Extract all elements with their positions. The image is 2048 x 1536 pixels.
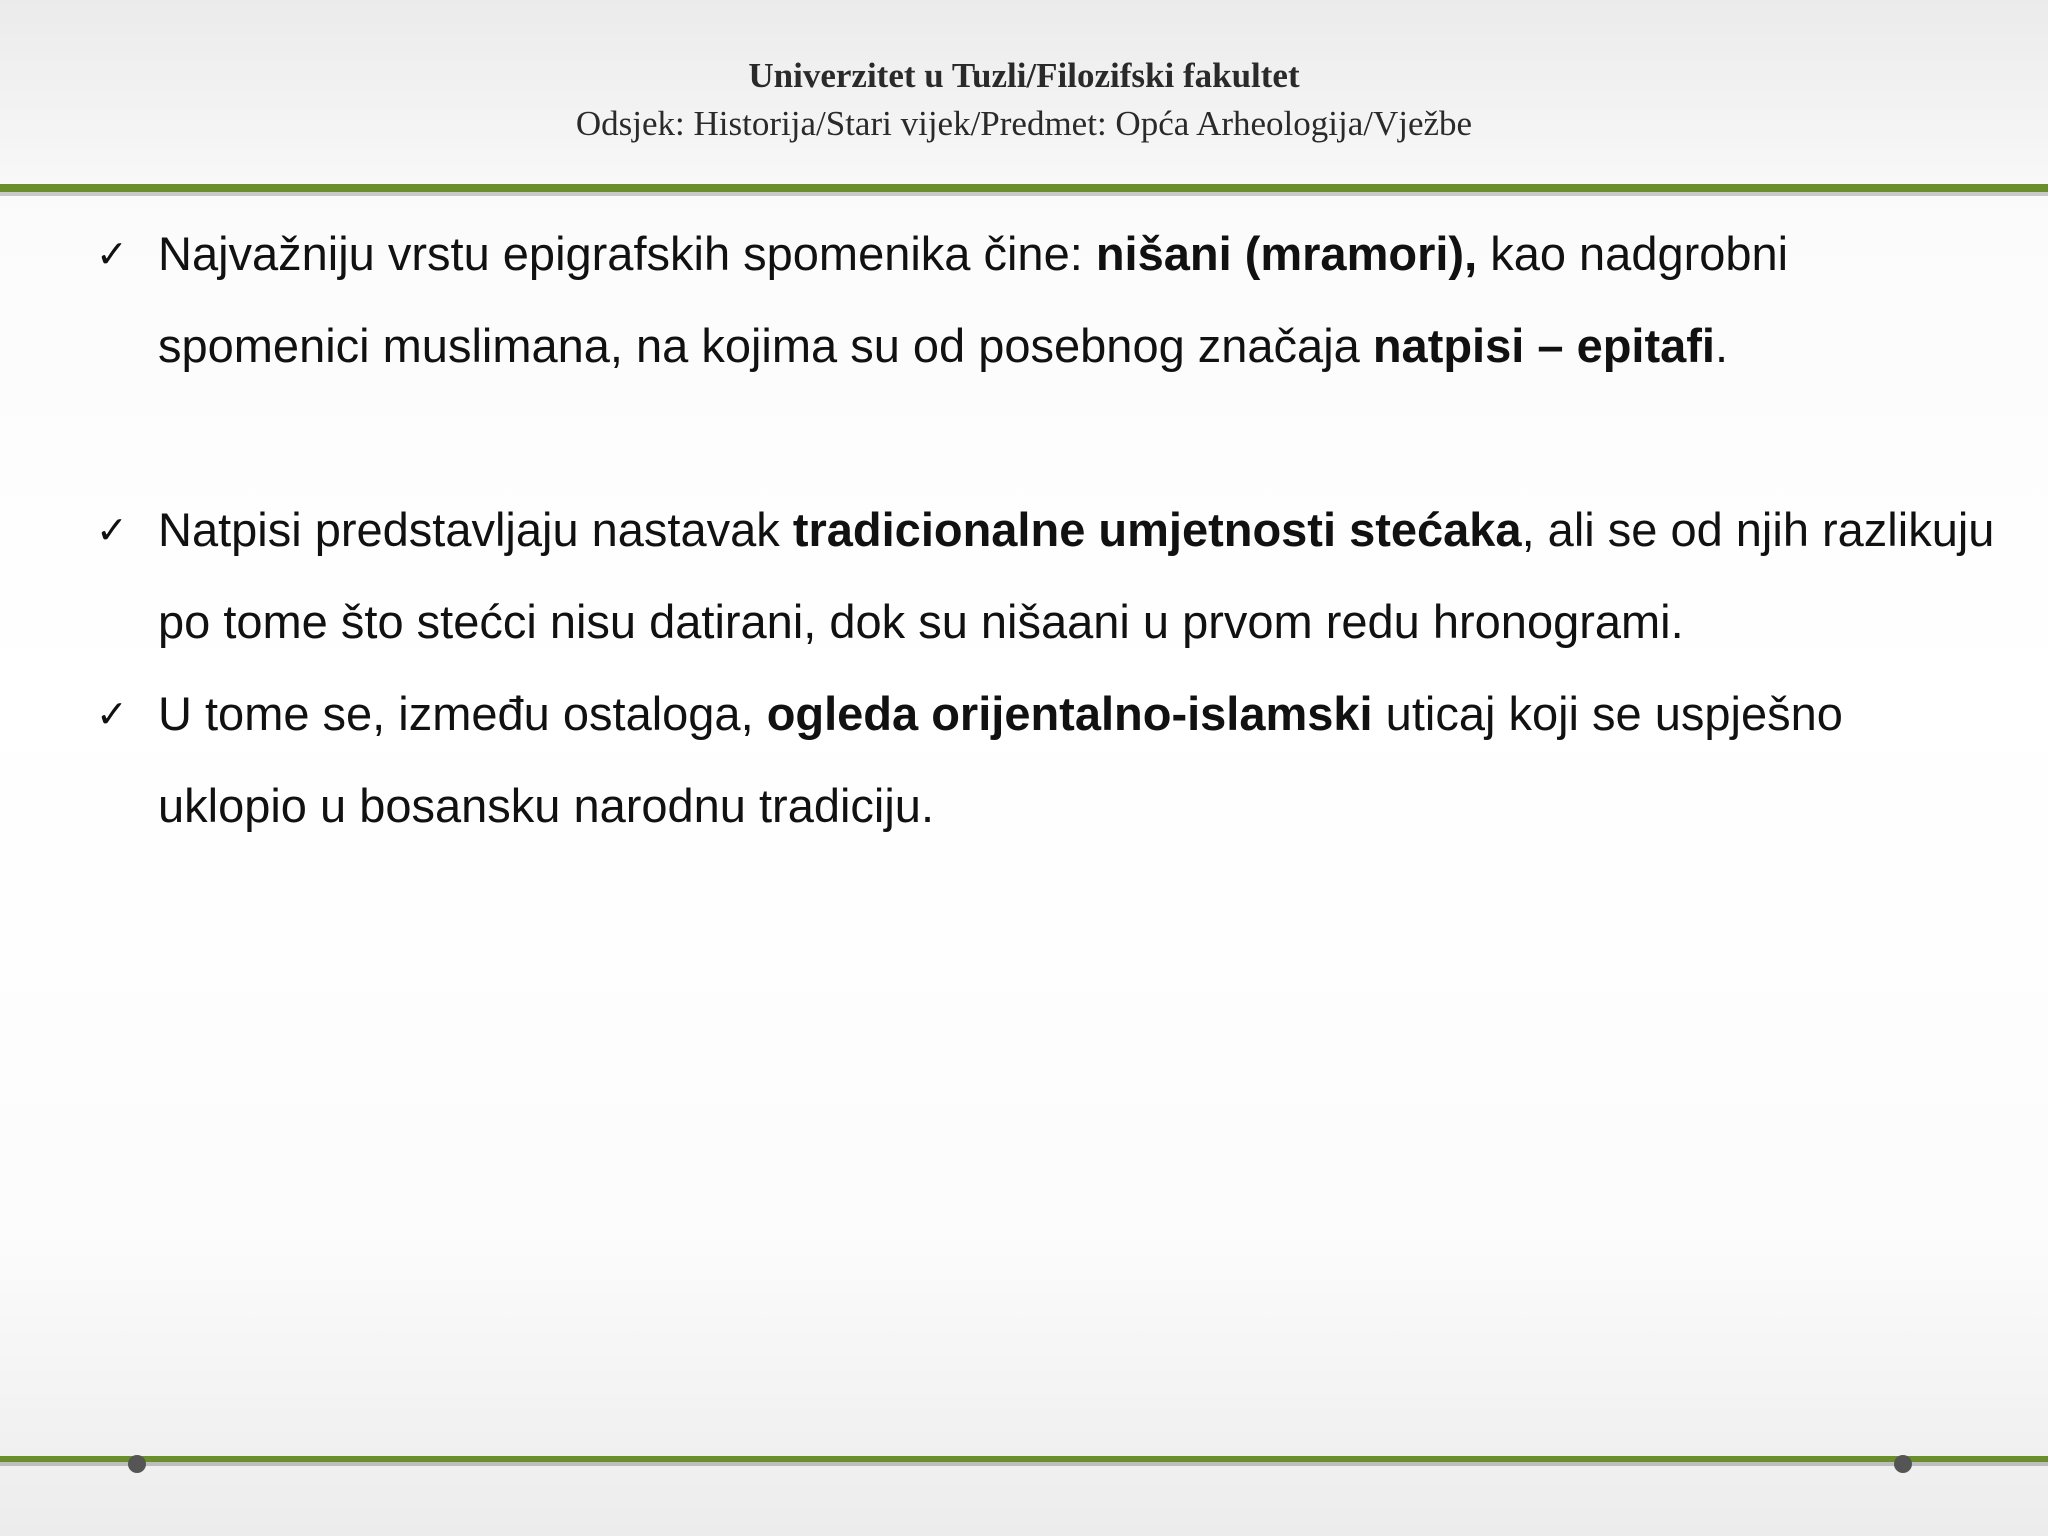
bullet-1-bold-2: natpisi – epitafi [1372,319,1715,372]
slide-header [0,0,2048,186]
checkmark-icon: ✓ [96,508,128,552]
bullet-3-text-1: U tome se, između ostaloga, [158,687,767,740]
bullet-item-1 [96,208,1996,392]
bullet-3-text-2: uticaj koji se uspješno uklopio u bosansku narodnu tradiciju. [158,687,1843,832]
bullet-item-3 [96,668,1996,852]
bullet-2-text-1: Natpisi predstavljaju nastavak [158,503,793,556]
bullet-2-text-2: , ali se od njih razlikuju po tome što stećci nisu datirani, dok su nišaani u prvom redu hronogrami. [158,503,1995,648]
bullet-1-bold-1: nišani (mramori), [1095,227,1478,280]
footer-dot-right [1894,1455,1912,1473]
footer-divider-shadow [0,1462,2048,1466]
bullet-item-2 [96,484,1996,668]
footer-dot-left [128,1455,146,1473]
checkmark-icon: ✓ [96,232,128,276]
bullet-1-text-2: kao nadgrobni spomenici muslimana, na kojima su od posebnog značaja [158,227,1789,372]
bullet-1-text-3: . [1714,319,1729,372]
bullet-3-bold-1: ogleda orijentalno-islamski [766,687,1373,740]
header-subtitle: Odsjek: Historija/Stari vijek/Predmet: Opća Arheologija/Vježbe [575,104,1473,143]
bullet-2-bold-1: tradicionalne umjetnosti stećaka [792,503,1522,556]
bullet-list [96,208,1996,852]
header-title: Univerzitet u Tuzli/Filozifski fakultet [748,56,1300,95]
checkmark-icon: ✓ [96,692,128,736]
bullet-1-text-1: Najvažniju vrstu epigrafskih spomenika čine: [158,227,1096,280]
header-divider-shadow [0,192,2048,196]
header-divider [0,184,2048,192]
bullet-spacer [96,392,1996,484]
